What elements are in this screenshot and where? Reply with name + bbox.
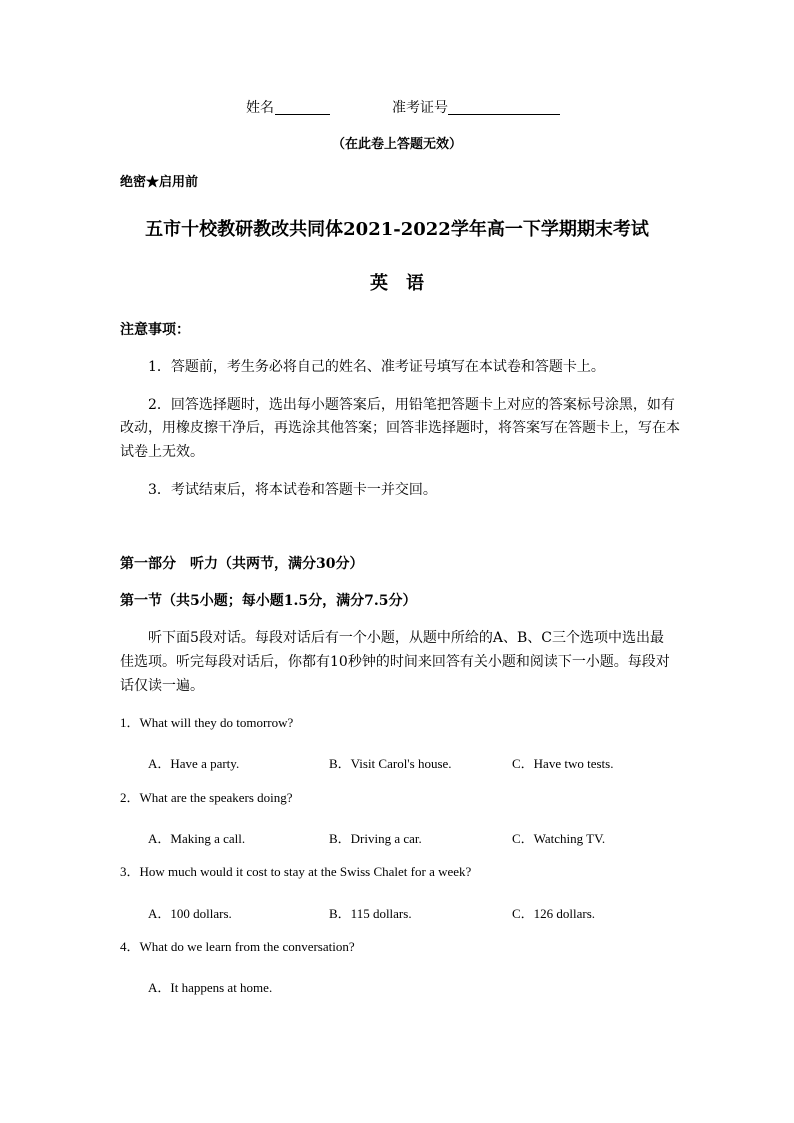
name-label: 姓名	[246, 100, 274, 116]
question-1-option-b: B．Visit Carol's house.	[329, 756, 452, 771]
id-blank	[448, 102, 560, 115]
instructions-line-1: 听下面5段对话。每段对话后有一个小题，从题中所给的A、B、C三个选项中选出最	[148, 630, 665, 646]
question-1-option-c: C．Have two tests.	[512, 756, 614, 771]
notice-item-2-line-3: 试卷上无效。	[120, 444, 204, 460]
notice-item-2-line-1: 2．回答选择题时，选出每小题答案后，用铅笔把答题卡上对应的答案标号涂黑，如有	[148, 397, 675, 413]
notice-item-2-line-2: 改动，用橡皮擦干净后，再选涂其他答案；回答非选择题时，将答案写在答题卡上，写在本	[120, 420, 680, 436]
instructions-line-2: 佳选项。听完每段对话后，你都有10秒钟的时间来回答有关小题和阅读下一小题。每段对	[120, 654, 670, 670]
question-2-option-b: B．Driving a car.	[329, 831, 422, 846]
name-blank	[275, 102, 330, 115]
question-3-option-c: C．126 dollars.	[512, 906, 596, 921]
notice-item-1: 1．答题前，考生务必将自己的姓名、准考证号填写在本试卷和答题卡上。	[148, 359, 605, 375]
notice-heading: 注意事项：	[120, 322, 190, 338]
question-3-option-b: B．115 dollars.	[329, 906, 412, 921]
question-2-option-a: A．Making a call.	[148, 831, 246, 846]
question-2-option-c: C．Watching TV.	[512, 831, 606, 846]
question-1-option-a: A．Have a party.	[148, 756, 240, 771]
notice-item-3: 3．考试结束后，将本试卷和答题卡一并交回。	[148, 482, 437, 498]
question-3-option-a: A．100 dollars.	[148, 906, 232, 921]
question-3-stem: 3．How much would it cost to stay at the Swiss Chalet for a week?	[120, 864, 472, 879]
question-2-stem: 2．What are the speakers doing?	[120, 790, 293, 805]
invalid-note: （在此卷上答题无效）	[331, 137, 462, 152]
id-label: 准考证号	[392, 100, 448, 116]
question-1-stem: 1．What will they do tomorrow?	[120, 715, 294, 730]
confidential-mark: 绝密★启用前	[120, 175, 199, 190]
exam-title: 五市十校教研教改共同体2021-2022学年高一下学期期末考试	[145, 219, 649, 240]
subject-title: 英 语	[370, 273, 424, 294]
question-4-option-a: A．It happens at home.	[148, 980, 273, 995]
section1-heading: 第一节（共5小题；每小题1.5分，满分7.5分）	[120, 593, 417, 609]
question-4-stem: 4．What do we learn from the conversation?	[120, 939, 355, 954]
part1-heading: 第一部分 听力（共两节，满分30分）	[120, 556, 364, 572]
instructions-line-3: 话仅读一遍。	[120, 678, 204, 694]
